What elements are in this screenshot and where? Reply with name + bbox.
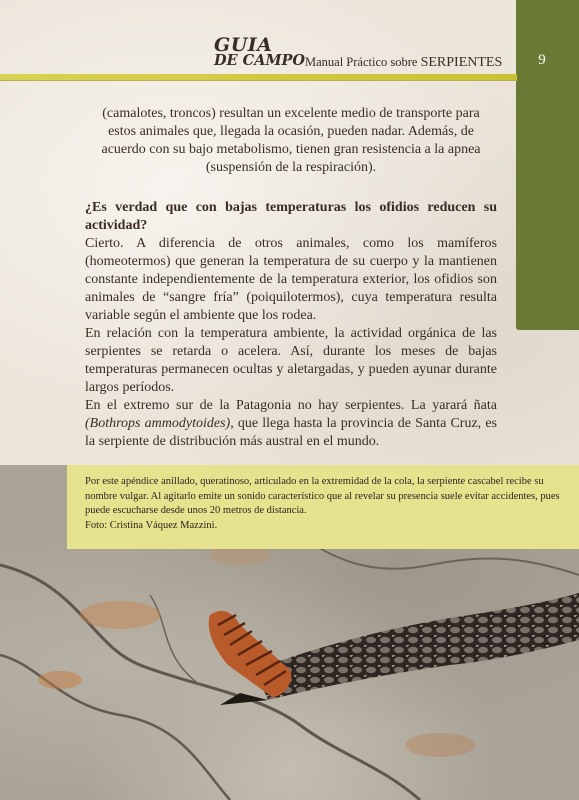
caption-text: Por este apéndice anillado, queratinoso, articulado en la extremidad de la cola, la serpiente cascabel recibe su nombre vulgar. Al agitarlo emite un sonido característico que al revelar su presencia suele evitar accidentes, pues puede escucharse desde unos 20 metros de distancia. bbox=[85, 476, 560, 516]
article-body bbox=[85, 199, 497, 451]
question-heading: ¿Es verdad que con bajas temperaturas los ofidios reducen su actividad? bbox=[85, 200, 497, 233]
photo-caption bbox=[85, 475, 560, 533]
answer3-text-b: , que llega hasta la provincia de Santa Cruz, es la serpiente de distribución más austral en el mundo. bbox=[85, 416, 497, 449]
header-subtitle bbox=[305, 55, 502, 71]
header-rule-line bbox=[0, 80, 517, 81]
answer-paragraph-1: Cierto. A diferencia de otros animales, como los mamíferos (homeotermos) que generan la temperatura de su cuerpo y la mantienen constante independientemente de la temperatura exterior, los ofidios son animales de “sangre fría” (poiquilotermos), cuya temperatura resulta variable según el ambiente que los rodea. bbox=[85, 236, 497, 323]
answer-paragraph-3 bbox=[85, 397, 497, 451]
intro-line: estos animales que, llegada la ocasión, pueden nadar. Además, de bbox=[108, 124, 474, 139]
intro-paragraph bbox=[85, 105, 497, 177]
page-number: 9 bbox=[538, 52, 546, 68]
guide-title bbox=[214, 36, 305, 69]
intro-line: (camalotes, troncos) resultan un excelente medio de transporte para bbox=[102, 106, 480, 121]
photo-credit: Foto: Cristina Váquez Mazzini. bbox=[85, 519, 218, 531]
title-line-1: GUIA bbox=[214, 34, 273, 56]
species-name: (Bothrops ammodytoides) bbox=[85, 416, 231, 431]
subtitle-main: SERPIENTES bbox=[420, 55, 503, 70]
title-line-2: DE CAMPO bbox=[214, 52, 306, 69]
subtitle-prefix: Manual Práctico sobre bbox=[305, 55, 421, 69]
intro-line: acuerdo con su bajo metabolismo, tienen gran resistencia a la apnea bbox=[101, 142, 481, 157]
answer3-text-a: En el extremo sur de la Patagonia no hay serpientes. La yarará ñata bbox=[85, 398, 497, 413]
side-tab bbox=[516, 0, 579, 330]
answer-paragraph-2: En relación con la temperatura ambiente, la actividad orgánica de las serpientes se retarda o acelera. Así, durante los meses de bajas temperaturas permanecen ocultas y aletargadas, y pueden ayunar durante largos períodos. bbox=[85, 326, 497, 395]
rattle-icon bbox=[209, 611, 292, 697]
intro-line: (suspensión de la respiración). bbox=[205, 160, 377, 175]
